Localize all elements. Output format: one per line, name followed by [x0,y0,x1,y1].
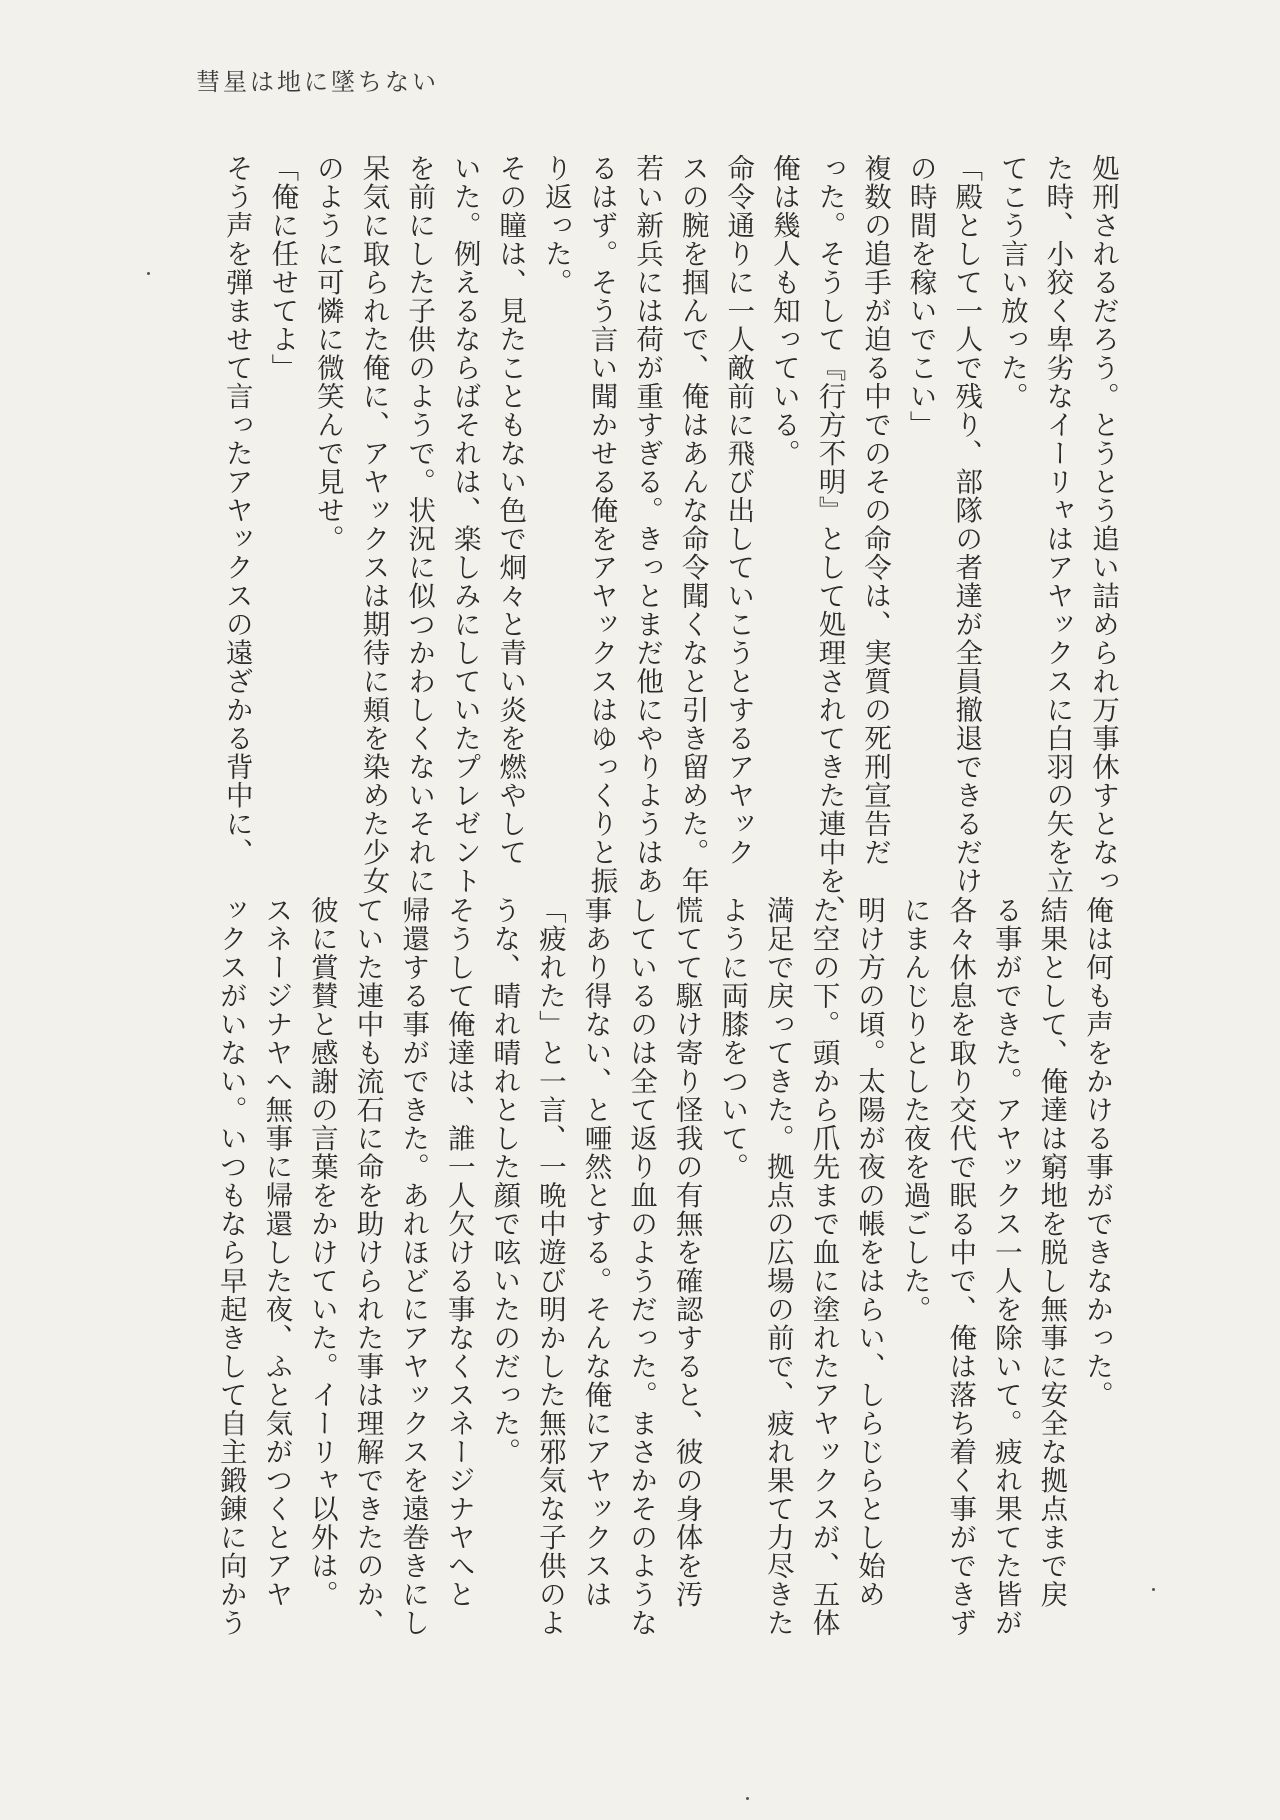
running-header: 彗星は地に墜ちない [196,68,439,96]
text-line: うな、晴れ晴れとした顔で呟いたのだった。 [488,896,521,1466]
paper-speck [1152,1588,1155,1591]
text-line: スの腕を掴んで、俺はあんな命令聞くなと引き留めた。年 [676,154,709,895]
text-line: 処刑されるだろう。とうとう追い詰められ万事休すとなっ [1087,154,1119,895]
text-line: 「疲れた」と一言、一晩中遊び明かした無邪気な子供のよ [533,896,566,1637]
text-line: その瞳は、見たこともない色で炯々と青い炎を燃やして [494,154,527,867]
text-line: いた。例えるならばそれは、楽しみにしていたプレゼント [448,154,481,895]
text-line: 明け方の頃。太陽が夜の帳をはらい、しらじらとし始め [853,896,886,1609]
text-line: 結果として、俺達は窮地を脱し無事に安全な拠点まで戻 [1035,896,1068,1609]
text-line: しているのは全て返り血のようだった。まさかそのような [625,896,658,1637]
text-line: 帰還する事ができた。あれほどにアヤックスを遠巻きにし [397,896,430,1637]
text-line: 「俺に任せてよ」 [266,154,299,382]
text-line: のように可憐に微笑んで見せ。 [311,154,344,553]
text-line: そうして俺達は、誰一人欠ける事なくスネージナヤへと [442,896,475,1609]
text-line: 命令通りに一人敵前に飛び出していこうとするアヤック [722,154,755,867]
text-line: 複数の追手が迫る中でのその命令は、実質の死刑宣告だ [859,154,892,867]
text-line: り返った。 [539,154,572,297]
text-line: た時、小狡く卑劣なイーリャはアヤックスに白羽の矢を立 [1041,154,1074,895]
paper-speck [746,1797,749,1800]
text-line: 満足で戻ってきた。拠点の広場の前で、疲れ果て力尽きた [761,896,794,1637]
text-line: 事あり得ない、と唖然とする。そんな俺にアヤックスは [579,896,612,1609]
text-line: 「殿として一人で残り、部隊の者達が全員撤退できるだけ [950,154,983,895]
lower-text-block [214,896,1119,1637]
text-line: 彼に賞賛と感謝の言葉をかけていた。イーリャ以外は。 [305,896,338,1609]
text-line: るはず。そう言い聞かせる俺をアヤックスはゆっくりと振 [585,154,618,895]
text-line: 各々休息を取り交代で眠る中で、俺は落ち着く事ができず [944,896,977,1637]
text-line: を前にした子供のようで。状況に似つかわしくないそれに [403,154,436,895]
upper-text-block [220,154,1125,924]
text-line: た空の下。頭から爪先まで血に塗れたアヤックスが、五体 [807,896,840,1637]
text-line: った。そうして『行方不明』として処理されてきた連中を、 [813,154,846,924]
text-line: にまんじりとした夜を過ごした。 [898,896,931,1324]
text-line: 呆気に取られた俺に、アヤックスは期待に頬を染めた少女 [357,154,390,895]
text-line: 俺は幾人も知っている。 [767,154,800,468]
text-line: の時間を稼いでこい」 [904,154,937,439]
text-line: てこう言い放った。 [995,154,1028,411]
text-line: る事ができた。アヤックス一人を除いて。疲れ果てた皆が [989,896,1022,1637]
text-line: ていた連中も流石に命を助けられた事は理解できたのか、 [351,896,384,1637]
text-line: 若い新兵には荷が重すぎる。きっとまだ他にやりようはあ [631,154,664,895]
text-line: そう声を弾ませて言ったアヤックスの遠ざかる背中に、 [220,154,253,867]
text-line: 俺は何も声をかける事ができなかった。 [1081,896,1113,1409]
text-line: ックスがいない。いつもなら早起きして自主鍛錬に向かう [214,896,247,1637]
paper-speck [147,272,150,275]
text-line: スネージナヤへ無事に帰還した夜、ふと気がつくとアヤ [260,896,293,1609]
text-line: ように両膝をついて。 [716,896,749,1181]
text-line: 慌てて駆け寄り怪我の有無を確認すると、彼の身体を汚 [670,896,703,1609]
